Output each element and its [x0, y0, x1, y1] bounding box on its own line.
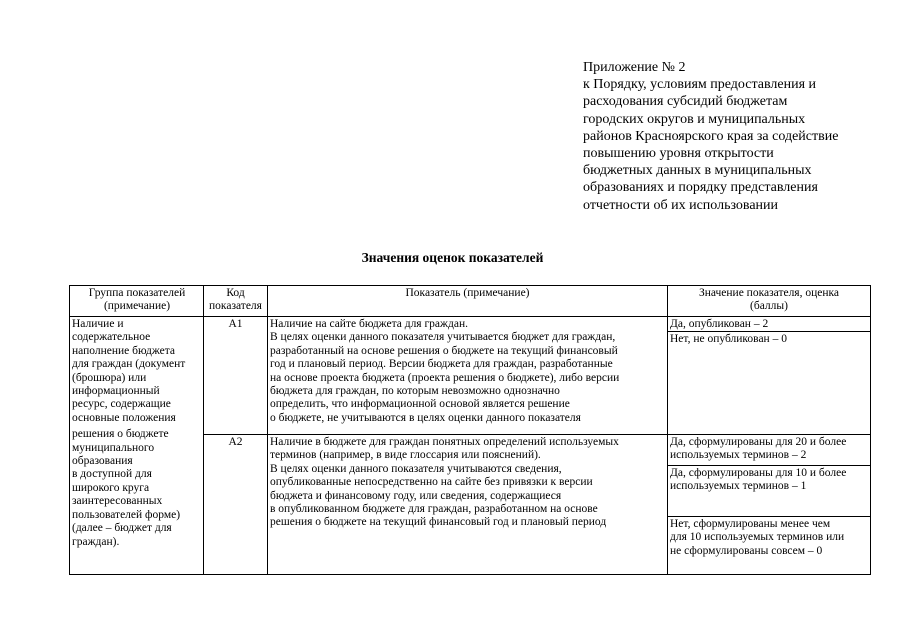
row-divider	[204, 434, 870, 435]
appendix-line: Приложение № 2	[583, 60, 686, 75]
header-code: Код показателя	[209, 287, 262, 313]
row-a1-indicator: Наличие на сайте бюджета для граждан. В целях оценки данного показателя учитывается бюджет для граждан, разработанный на основе решения о бюджете на текущий финансовый год и плановый период. Версии бюджета для граждан, разработанные на основе проекта бюджета (проекта решения о бюджете), либо версии бюджета для граждан, по которым невозможно однозначно определить, что информационной основой является решение о бюджете, не учитываются в целях оценки данного показателя	[270, 318, 620, 424]
appendix-line: бюджетных данных в муниципальных	[583, 163, 812, 179]
group-description: Наличие и содержательное наполнение бюджета для граждан (документ (брошюра) или информационный ресурс, содержащие основные положения решения о бюджете муниципального образования в доступной для широкого круга заинтересованных пользователей форме) (далее – бюджет для граждан).	[72, 318, 186, 548]
row-a2-indicator: Наличие в бюджете для граждан понятных определений используемых терминов (например, в виде глоссария или пояснений). В целях оценки данного показателя учитываются сведения, опубликованные непосредственно на сайте без привязки к версии бюджета и финансовому году, или сведения, содержащиеся в опубликованном бюджете для граждан, разработанном на основе решения о бюджете на текущий финансовый год и плановый период	[270, 436, 619, 529]
row-a1-value-1: Да, опубликован – 2	[670, 318, 769, 330]
appendix-line: к Порядку, условиям предоставления и	[583, 77, 817, 93]
indicators-table	[69, 285, 871, 575]
row-a2-value-2: Да, сформулированы для 10 и более используемых терминов – 1	[670, 467, 847, 493]
column-divider	[267, 286, 268, 574]
header-group: Группа показателей (примечание)	[88, 287, 186, 313]
value-divider	[668, 516, 870, 517]
appendix-line: расходования субсидий бюджетам	[583, 94, 788, 110]
row-a1-code: А1	[228, 318, 243, 330]
row-a1-value-2: Нет, не опубликован – 0	[670, 333, 787, 345]
value-divider	[668, 465, 870, 466]
column-divider	[667, 286, 668, 574]
appendix-line: образованиях и порядку представления	[583, 180, 818, 196]
row-a2-code: А2	[228, 436, 243, 448]
header-indicator: Показатель (примечание)	[405, 287, 530, 299]
page-title: Значения оценок показателей	[361, 250, 544, 265]
appendix-line: городских округов и муниципальных	[583, 111, 806, 127]
row-a2-value-3: Нет, сформулированы менее чем для 10 используемых терминов или не сформулированы совсем – 0	[670, 518, 845, 557]
appendix-header	[583, 59, 883, 214]
header-value: Значение показателя, оценка (баллы)	[698, 287, 840, 313]
appendix-line: районов Красноярского края за содействие	[583, 128, 839, 144]
header-row-divider	[70, 316, 870, 317]
appendix-line: отчетности об их использовании	[583, 197, 779, 213]
row-a2-value-1: Да, сформулированы для 20 и более используемых терминов – 2	[670, 436, 847, 462]
appendix-line: повышению уровня открытости	[583, 146, 774, 162]
